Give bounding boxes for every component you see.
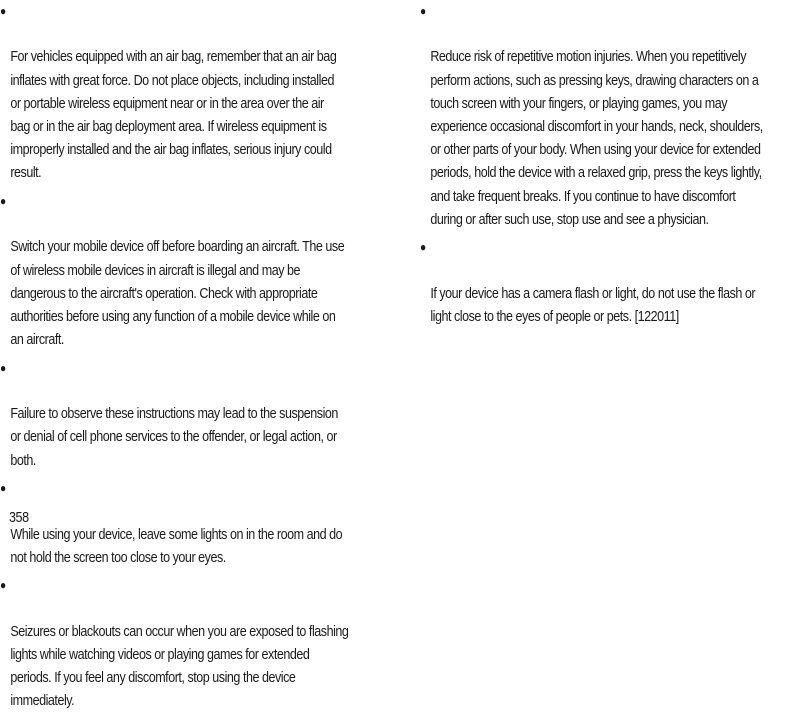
bullet-icon: ● [420,240,426,255]
list-item [420,0,791,232]
list-item [0,0,387,186]
list-item-text: If your device has a camera flash or light, do not use the flash or light close to the eyes of people or pets. [122011] [430,285,756,326]
list-item-text: Reduce risk of repetitive motion injuries. When you repetitively perform actions, such as pressing keys, drawing characters on a touch screen with your fingers, or playing games, you may experience occasional discomfort in your hands, neck, shoulders, or other parts of your body. When using your device for extended periods, hold the device with a relaxed grip, press the keys lightly, and take frequent breaks. If you continue to have discomfort during or after such use, stop use and see a physician. [430,49,763,228]
list-item-text: For vehicles equipped with an air bag, remember that an air bag inflates with great force. Do not place objects, including installed or portable wireless equipment near or in the area over the air bag or in the air bag deployment area. If wireless equipment is improperly installed and the air bag inflates, serious injury could result. [10,49,337,182]
bullet-icon: ● [0,194,6,209]
list-item-text: Switch your mobile device off before boarding an aircraft. The use of wireless mobile devices in aircraft is illegal and may be dangerous to the aircraft's operation. Check with appropriate authorities before using any function of a mobile device while on an aircraft. [10,239,345,349]
bullet-icon: ● [0,4,6,18]
list-item-text: Failure to observe these instructions may lead to the suspension or denial of cell phone services to the offender, or legal action, or both. [10,406,338,469]
list-item-text: While using your device, leave some lights on in the room and do not hold the screen too close to your eyes. [10,526,343,566]
list-item [0,477,387,570]
page-number: 358 [9,510,29,526]
list-item [0,357,387,473]
list-item [420,236,791,329]
right-column [420,0,791,334]
list-item [0,190,387,352]
list-item-text: Seizures or blackouts can occur when you are exposed to flashing lights while watching videos or playing games for extended periods. If you feel any discomfort, stop using the device immediately. [10,623,349,710]
bullet-icon: ● [0,578,6,593]
list-item [0,574,387,713]
bullet-icon: ● [0,360,6,375]
left-column [0,0,378,718]
bullet-icon: ● [420,4,426,18]
bullet-icon: ● [0,481,6,496]
